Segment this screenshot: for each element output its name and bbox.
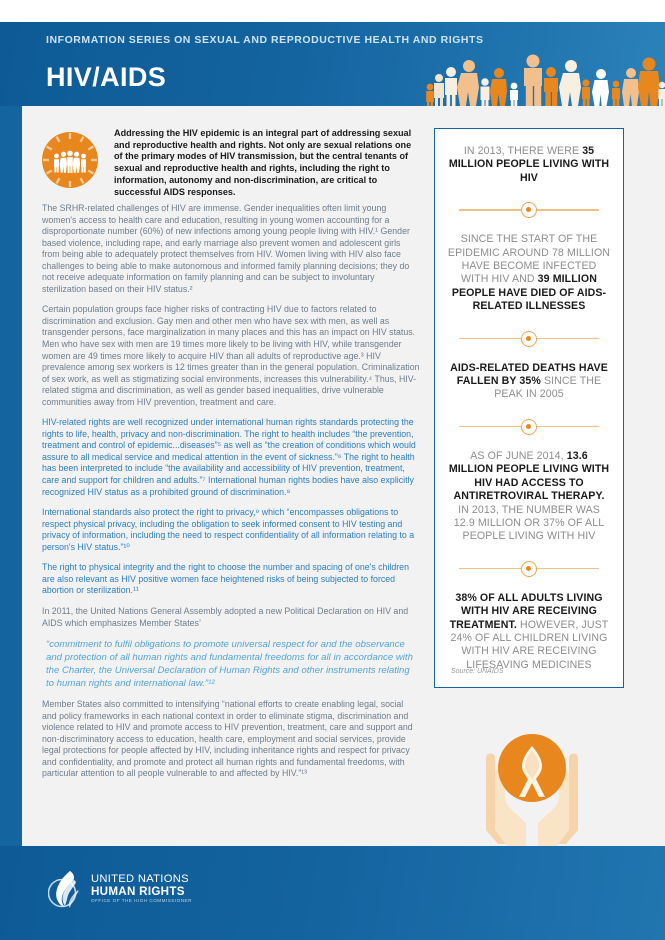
hands-holding-ribbon-icon <box>462 718 602 846</box>
series-label: INFORMATION SERIES ON SEXUAL AND REPRODUCTIVE HEALTH AND RIGHTS <box>46 34 484 46</box>
body-paragraph: International standards also protect the right to privacy,⁹ which “encompasses obligations to respect physical privacy, including the obligation to seek informed consent to HIV testing and privacy of information, including the need to respect confidentiality of all information relating to a person's HIV status.”¹⁰ <box>42 507 415 552</box>
stat-item <box>447 592 611 672</box>
body-paragraph: In 2011, the United Nations General Assembly adopted a new Political Declaration on HIV and AIDS which emphasizes Member States’ <box>42 605 409 628</box>
divider-dot-icon <box>521 561 537 577</box>
stat-highlight: 38% OF ALL ADULTS LIVING WITH HIV ARE RECEIVING TREATMENT. <box>449 591 603 631</box>
left-blue-rail <box>0 106 22 846</box>
stat-highlight: 13.6 MILLION PEOPLE LIVING WITH HIV HAD ACCESS TO ANTIRETROVIRAL THERAPY. <box>448 449 610 503</box>
page-title: HIV/AIDS <box>46 62 167 92</box>
stat-item <box>447 450 611 544</box>
stat-text: IN 2013, THE NUMBER WAS 12.9 MILLION OR 37% OF ALL PEOPLE LIVING WITH HIV <box>453 503 605 543</box>
ohchr-flame-icon <box>48 869 82 909</box>
body-paragraph: HIV-related rights are well recognized under international human rights standards protecting the rights to life, health, privacy and non-discrimination. The right to health includes “the prevention, treatment and control of epidemic...diseases”⁵ as well as “the creation of conditions which would assure to all medical service and medical attention in the event of sickness.”⁶ The right to health has been interpreted to include “the availability and accessibility of HIV prevention, treatment, care and support for children and adults.”⁷ International human rights bodies have also explicitly recognized HIV status as a prohibited ground of discrimination.⁸ <box>42 417 416 497</box>
intro-block <box>42 128 414 198</box>
divider-dot-icon <box>521 419 537 435</box>
stat-text: SINCE THE PEAK IN 2005 <box>494 375 602 401</box>
people-circle-icon <box>42 132 98 188</box>
stat-item <box>447 145 611 185</box>
stat-highlight: AIDS-RELATED DEATHS HAVE FALLEN BY 35% <box>450 361 608 388</box>
stat-item <box>447 362 611 402</box>
stat-divider <box>447 197 611 223</box>
stat-highlight: 39 MILLION PEOPLE HAVE DIED OF AIDS-RELATED ILLNESSES <box>451 273 607 313</box>
stat-divider <box>447 326 611 352</box>
stat-text: AS OF JUNE 2014, <box>470 449 567 462</box>
divider-dot-icon <box>521 202 537 218</box>
logo-line-united-nations: UNITED NATIONS <box>91 872 189 885</box>
top-margin <box>0 0 665 22</box>
document-header <box>0 22 665 106</box>
stat-item <box>447 233 611 313</box>
stat-text: HOWEVER, JUST 24% OF ALL CHILDREN LIVING WITH HIV ARE RECEIVING LIFESAVING MEDICINES <box>450 618 609 671</box>
logo-line-human-rights: HUMAN RIGHTS <box>91 884 185 898</box>
stat-text: IN 2013, THERE WERE <box>463 145 583 157</box>
body-text-column <box>42 203 420 789</box>
body-paragraph: The SRHR-related challenges of HIV are immense. Gender inequalities often limit young women's access to health care and education, resulting in young women accounting for a disproportionate number (60%) of new infections among young people living with HIV.¹ Gender based violence, including rape, and early marriage also prevent women and adolescent girls from being able to adequately protect themselves from HIV. Women living with HIV also face challenges to being able to make autonomous and informed family planning decisions; they do not receive adequate information on family planning and can be subject to involuntary sterilization based on their HIV status.² <box>42 203 410 294</box>
divider-dot-icon <box>521 331 537 347</box>
statistics-list <box>447 145 611 672</box>
stat-text: SINCE THE START OF THE EPIDEMIC AROUND 78 MILLION HAVE BECOME INFECTED WITH HIV AND <box>447 233 611 286</box>
stat-highlight: 35 MILLION PEOPLE LIVING WITH HIV <box>448 145 610 184</box>
stat-divider <box>447 556 611 582</box>
body-paragraph: Certain population groups face higher risks of contracting HIV due to factors related to discrimination and exclusion. Gay men and other men who have sex with men, as well as transgender persons, face marginalization in many places and this has an impact on HIV status. Men who have sex with men are 19 times more likely to be living with HIV, while transgender women are 49 times more likely to acquire HIV than all adults of reproductive age.³ HIV prevalence among sex workers is 12 times greater than in the general population. Criminalization of sex work, as well as stigmatizing social environments, increases this vulnerability.⁴ Thus, HIV-related stigma and discrimination, as well as gender based inequalities, drive vulnerable communities away from HIV prevention, treatment and care. <box>42 304 420 407</box>
body-paragraph: Member States also committed to intensifying “national efforts to create enabling legal, social and policy frameworks in each national context in order to eliminate stigma, discrimination and violence related to HIV and promote access to HIV prevention, treatment, care and support and non-discriminatory access to education, health care, employment and social services, provide legal protections for people affected by HIV, including inheritance rights and respect for privacy and confidentiality, and promote and protect all human rights and fundamental freedoms, with particular attention to all people vulnerable to and affected by HIV.”¹³ <box>42 699 413 779</box>
logo-text-block <box>91 874 192 905</box>
source-note: Source: UNAIDS <box>451 668 504 675</box>
stat-divider <box>447 414 611 440</box>
body-paragraph: “commitment to fulfil obligations to promote universal respect for and the observance and protection of all human rights and fundamental freedoms for all in accordance with the Charter, the Universal Declaration of Human Rights and other instruments relating to human rights and international law.”¹² <box>46 639 413 690</box>
intro-paragraph: Addressing the HIV epidemic is an integral part of addressing sexual and reproductive health and rights. Not only are sexual relations one of the primary modes of HIV transmission, but the central tenants of sexual and reproductive health and rights, including the right to information, autonomy and non-discrimination, are critical to successful AIDS responses. <box>114 128 412 197</box>
statistics-panel <box>434 128 624 688</box>
body-paragraph: The right to physical integrity and the right to choose the number and spacing of one's children are also relevant as HIV positive women face heightened risks of being subjected to forced abortion or sterilization.¹¹ <box>42 562 409 596</box>
un-human-rights-logo <box>48 866 238 912</box>
people-silhouettes-graphic <box>425 46 665 106</box>
logo-line-ohchr: OFFICE OF THE HIGH COMMISSIONER <box>91 898 192 904</box>
